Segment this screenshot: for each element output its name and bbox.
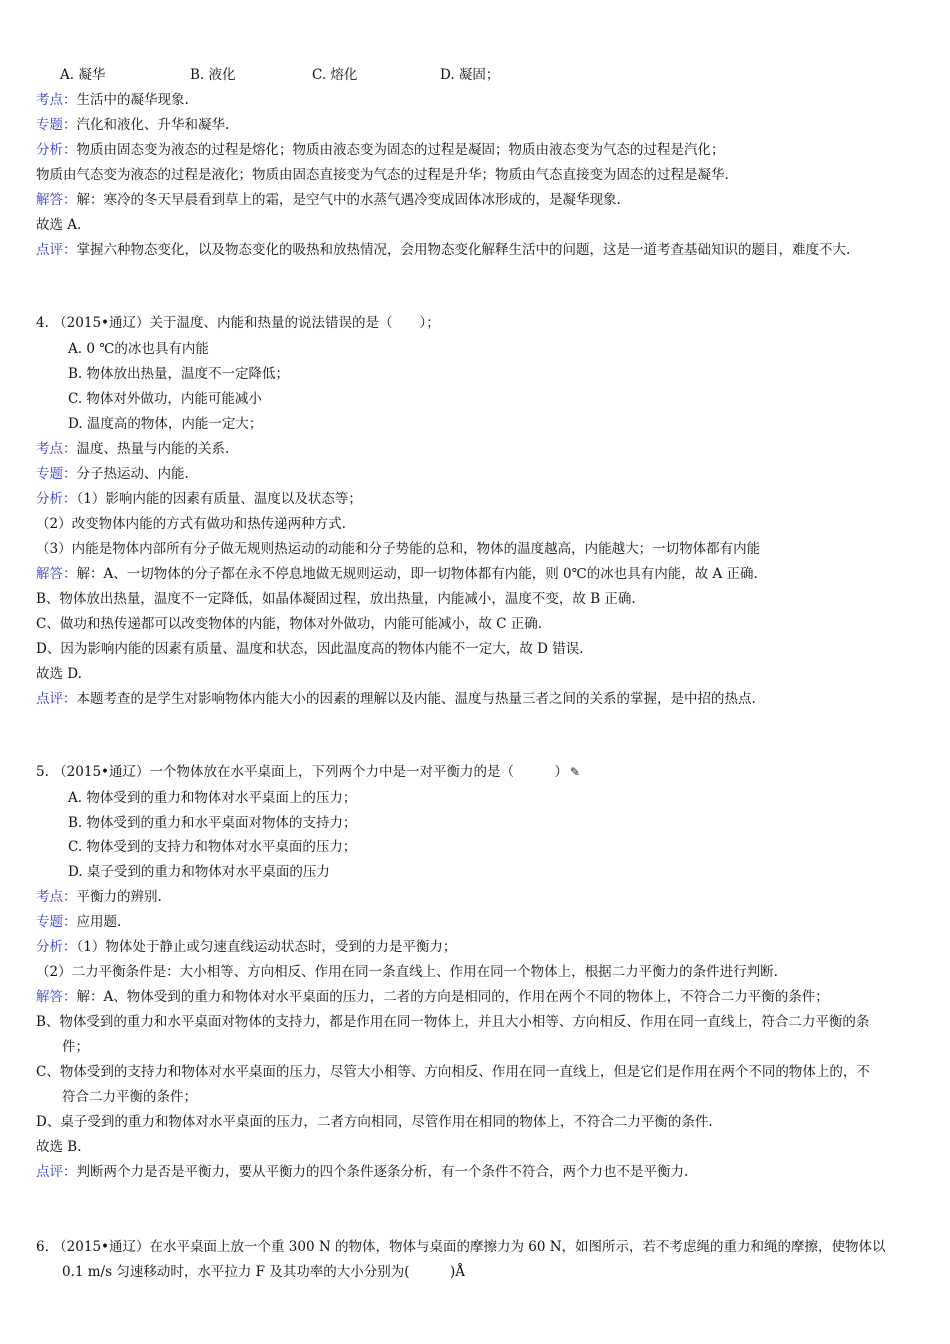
q4-option-b: B. 物体放出热量，温度不一定降低；: [68, 366, 290, 382]
q4-option-a: A. 0 ℃的冰也具有内能: [68, 341, 209, 357]
q4-kaodian: 考点：温度、热量与内能的关系.: [36, 441, 230, 457]
q4-jieda-c: C、做功和热传递都可以改变物体的内能，物体对外做功，内能可能减小，故 C 正确.: [36, 616, 543, 632]
q5-stem: 5. （2015•通辽）一个物体放在水平桌面上，下列两个力中是一对平衡力的是（ ） ✎: [36, 764, 581, 780]
q3-option-a: A. 凝华: [60, 67, 106, 83]
zhuanti-label: 专题：: [36, 117, 77, 133]
fenxi-label: 分析：: [36, 491, 77, 507]
q4-stem: 4. （2015•通辽）关于温度、内能和热量的说法错误的是（ ）；: [36, 315, 440, 331]
q5-kaodian: 考点：平衡力的辨别.: [36, 889, 162, 905]
q5-dianping: 点评：判断两个力是否是平衡力，要从平衡力的四个条件逐条分析，有一个条件不符合，两个力也不是平衡力.: [36, 1164, 689, 1180]
q3-option-d: D. 凝固；: [440, 67, 500, 83]
q5-jieda-d: D、桌子受到的重力和物体对水平桌面的压力，二者方向相同，尽管作用在相同的物体上，不符合二力平衡的条件.: [36, 1114, 713, 1130]
q5-fenxi-2: （2）二力平衡条件是：大小相等、方向相反、作用在同一条直线上、作用在同一个物体上，根据二力平衡力的条件进行判断.: [36, 964, 778, 980]
q3-jieda: 解答：解：寒冷的冬天早晨看到草上的霜，是空气中的水蒸气遇冷变成固体冰形成的，是凝华现象.: [36, 192, 621, 208]
q6-stem-cont: 0.1 m/s 匀速移动时，水平拉力 F 及其功率的大小分别为( )Å: [62, 1264, 466, 1280]
q4-option-d: D. 温度高的物体，内能一定大；: [68, 416, 263, 432]
q5-option-c: C. 物体受到的支持力和物体对水平桌面的压力；: [68, 839, 357, 855]
jieda-label: 解答：: [36, 989, 77, 1005]
q3-zhuanti: 专题：汽化和液化、升华和凝华.: [36, 117, 230, 133]
q4-option-c: C. 物体对外做功，内能可能减小: [68, 391, 262, 407]
q5-jieda-c: C、物体受到的支持力和物体对水平桌面的压力，尽管大小相等、方向相反、作用在同一直线上，但是它们是作用在两个不同的物体上的，不: [36, 1064, 870, 1080]
q4-jieda-d: D、因为影响内能的因素有质量、温度和状态，因此温度高的物体内能不一定大，故 D 错误.: [36, 641, 584, 657]
q6-stem: 6. （2015•通辽）在水平桌面上放一个重 300 N 的物体，物体与桌面的摩擦力为 60 N，如图所示，若不考虑绳的重力和绳的摩擦，使物体以: [36, 1239, 886, 1255]
dianping-label: 点评：: [36, 242, 77, 258]
dianping-label: 点评：: [36, 691, 77, 707]
q5-option-d: D. 桌子受到的重力和物体对水平桌面的压力: [68, 864, 330, 880]
q4-jieda: 解答：解：A、一切物体的分子都在永不停息地做无规则运动，即一切物体都有内能，则 0℃的冰也具有内能，故 A 正确.: [36, 566, 758, 582]
q4-zhuanti: 专题：分子热运动、内能.: [36, 466, 189, 482]
kaodian-label: 考点：: [36, 92, 77, 108]
q3-option-b: B. 液化: [190, 67, 236, 83]
q5-answer: 故选 B.: [36, 1139, 82, 1155]
jieda-label: 解答：: [36, 566, 77, 582]
q3-dianping: 点评：掌握六种物态变化，以及物态变化的吸热和放热情况，会用物态变化解释生活中的问题，这是一道考查基础知识的题目，难度不大.: [36, 242, 851, 258]
q5-zhuanti: 专题：应用题.: [36, 914, 122, 930]
q5-option-b: B. 物体受到的重力和水平桌面对物体的支持力；: [68, 815, 357, 831]
zhuanti-label: 专题：: [36, 914, 77, 930]
dianping-label: 点评：: [36, 1164, 77, 1180]
q5-fenxi: 分析：（1）物体处于静止或匀速直线运动状态时，受到的力是平衡力；: [36, 939, 457, 955]
q4-fenxi-3: （3）内能是物体内部所有分子做无规则热运动的动能和分子势能的总和，物体的温度越高，内能越大；一切物体都有内能: [36, 541, 761, 557]
kaodian-label: 考点：: [36, 889, 77, 905]
q3-kaodian: 考点：生活中的凝华现象.: [36, 92, 189, 108]
q3-option-c: C. 熔化: [312, 67, 358, 83]
q4-fenxi-2: （2）改变物体内能的方式有做功和热传递两种方式.: [36, 516, 346, 532]
q5-jieda-c-cont: 符合二力平衡的条件；: [62, 1089, 197, 1105]
jieda-label: 解答：: [36, 192, 77, 208]
q3-options-row: [60, 66, 499, 84]
q5-jieda-b-cont: 件；: [62, 1039, 89, 1055]
q4-jieda-b: B、物体放出热量，温度不一定降低，如晶体凝固过程，放出热量，内能减小，温度不变，故 B 正确.: [36, 591, 636, 607]
zhuanti-label: 专题：: [36, 466, 77, 482]
q5-jieda-b: B、物体受到的重力和水平桌面对物体的支持力，都是作用在同一物体上，并且大小相等、方向相反、作用在同一直线上，符合二力平衡的条: [36, 1014, 870, 1030]
q3-fenxi-2: 物质由气态变为液态的过程是液化；物质由固态直接变为气态的过程是升华；物质由气态直接变为固态的过程是凝华.: [36, 167, 729, 183]
q5-option-a: A. 物体受到的重力和物体对水平桌面上的压力；: [68, 790, 357, 806]
kaodian-label: 考点：: [36, 441, 77, 457]
scribble-icon: ✎: [570, 765, 581, 779]
q4-answer: 故选 D.: [36, 666, 82, 682]
q3-fenxi: 分析：物质由固态变为液态的过程是熔化；物质由液态变为固态的过程是凝固；物质由液态变为气态的过程是汽化；: [36, 142, 725, 158]
q3-answer: 故选 A.: [36, 217, 82, 233]
q5-jieda: 解答：解：A、物体受到的重力和物体对水平桌面的压力，二者的方向是相同的，作用在两个不同的物体上，不符合二力平衡的条件；: [36, 989, 829, 1005]
q4-dianping: 点评：本题考查的是学生对影响物体内能大小的因素的理解以及内能、温度与热量三者之间的关系的掌握，是中招的热点.: [36, 691, 756, 707]
fenxi-label: 分析：: [36, 142, 77, 158]
fenxi-label: 分析：: [36, 939, 77, 955]
q4-fenxi: 分析：（1）影响内能的因素有质量、温度以及状态等；: [36, 491, 362, 507]
